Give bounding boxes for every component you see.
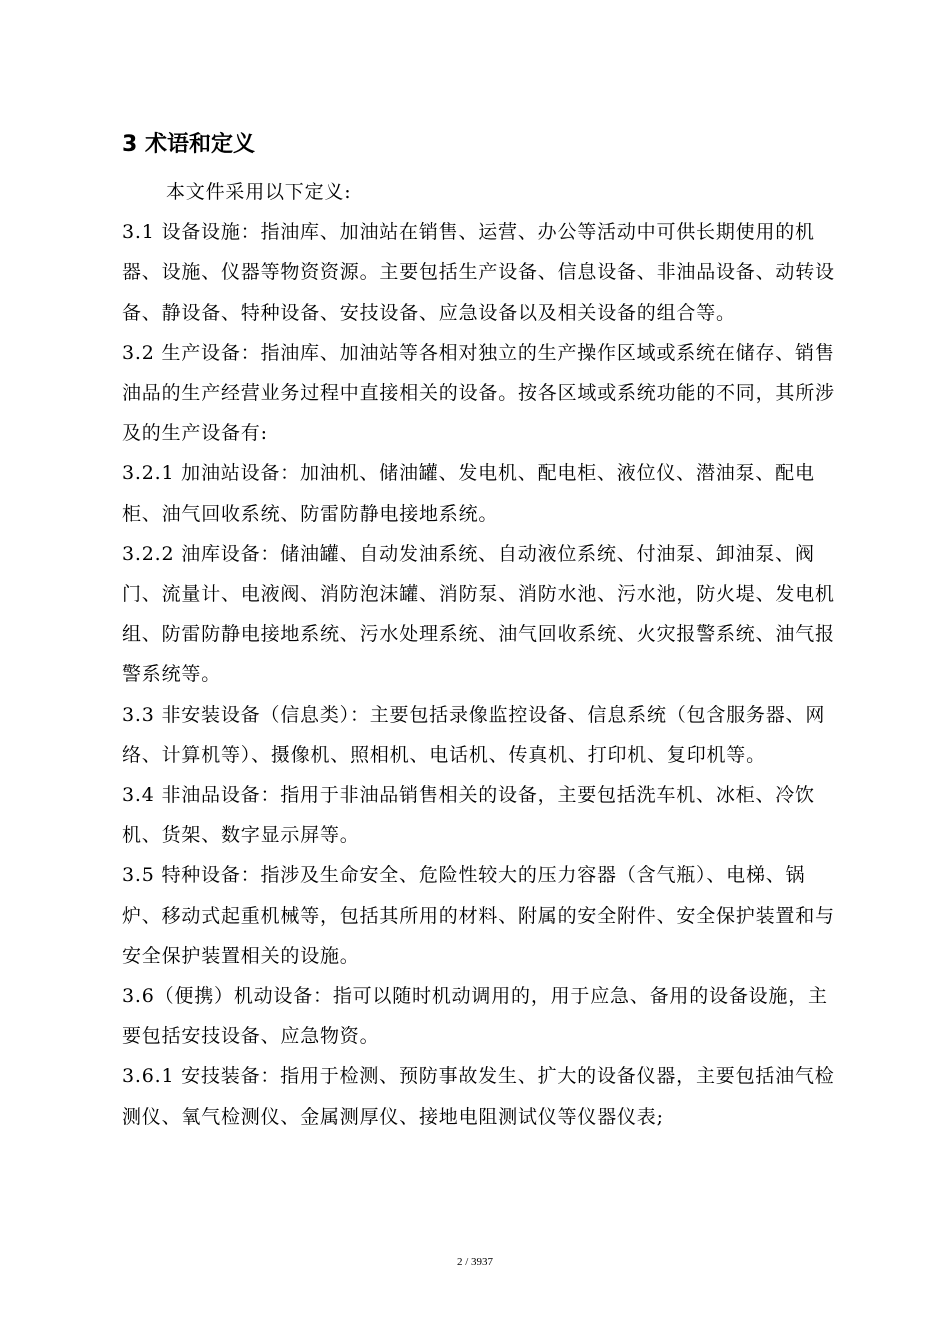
definition-3-6: 3.6（便携）机动设备：指可以随时机动调用的，用于应急、备用的设备设施，主要包括安技设备、应急物资。: [122, 985, 828, 1048]
section-heading: 3 术语和定义: [122, 132, 255, 157]
definition-3-6-1: 3.6.1 安技装备：指用于检测、预防事故发生、扩大的设备仪器，主要包括油气检测仪、氧气检测仪、金属测厚仪、接地电阻测试仪等仪器仪表;: [122, 1065, 835, 1128]
definition-3-4: 3.4 非油品设备：指用于非油品销售相关的设备，主要包括洗车机、冰柜、冷饮机、货架、数字显示屏等。: [122, 784, 815, 847]
page-number: 2 / 3937: [456, 1256, 494, 1268]
definition-3-2: 3.2 生产设备：指油库、加油站等各相对独立的生产操作区域或系统在储存、销售油品的生产经营业务过程中直接相关的设备。按各区域或系统功能的不同，其所涉及的生产设备有:: [122, 341, 835, 445]
definition-3-2-2: 3.2.2 油库设备：储油罐、自动发油系统、自动液位系统、付油泵、卸油泵、阀门、流量计、电液阀、消防泡沫罐、消防泵、消防水池、污水池，防火堤、发电机组、防雷防静电接地系统、污水处理系统、油气回收系统、火灾报警系统、油气报警系统等。: [122, 542, 835, 686]
definition-3-1: 3.1 设备设施：指油库、加油站在销售、运营、办公等活动中可供长期使用的机器、设施、仪器等物资资源。主要包括生产设备、信息设备、非油品设备、动转设备、静设备、特种设备、安技设备、应急设备以及相关设备的组合等。: [122, 221, 835, 324]
intro-paragraph: 本文件采用以下定义:: [166, 181, 352, 203]
section-body: [122, 172, 838, 1137]
definition-3-3: 3.3 非安装设备（信息类）：主要包括录像监控设备、信息系统（包含服务器、网络、计算机等）、摄像机、照相机、电话机、传真机、打印机、复印机等。: [122, 703, 826, 766]
definition-3-5: 3.5 特种设备：指涉及生命安全、危险性较大的压力容器（含气瓶）、电梯、锅炉、移动式起重机械等，包括其所用的材料、附属的安全附件、安全保护装置和与安全保护装置相关的设施。: [122, 864, 835, 967]
definition-3-2-1: 3.2.1 加油站设备：加油机、储油罐、发电机、配电柜、液位仪、潜油泵、配电柜、油气回收系统、防雷防静电接地系统。: [122, 462, 815, 525]
